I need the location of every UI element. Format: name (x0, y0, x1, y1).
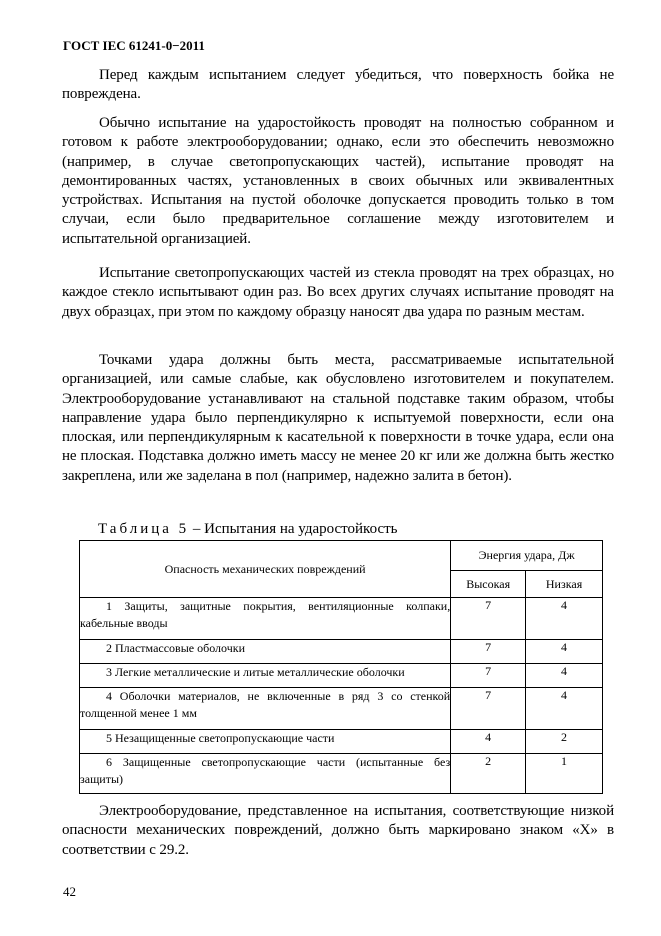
row-low: 4 (526, 688, 603, 730)
row-desc: 6 Защищенные светопропускающие части (испытанные без защиты) (80, 754, 451, 794)
table-caption (98, 521, 398, 538)
row-high: 7 (451, 688, 526, 730)
paragraph-text: Электрооборудование, представленное на испытания, соответствующие низкой опасности механических повреждений, должно быть маркировано знаком «X» в соответствии с 29.2. (62, 803, 614, 858)
row-high: 7 (451, 598, 526, 640)
table-row (80, 664, 603, 688)
table-caption-title: – Испытания на ударостойкость (189, 521, 398, 537)
row-high: 4 (451, 730, 526, 754)
paragraph-4 (62, 351, 614, 486)
table-row (80, 730, 603, 754)
table-caption-label: Таблица 5 (98, 521, 190, 537)
row-low: 4 (526, 598, 603, 640)
document-header: ГОСТ IEC 61241-0−2011 (63, 38, 205, 53)
row-desc: 2 Пластмассовые оболочки (80, 640, 451, 664)
paragraph-text: Точками удара должны быть места, рассматриваемые испытательной организацией, или самые слабые, как обусловлено изготовителем и покупателем. Электрооборудование устанавливают на стальной подставке таким образом, чтобы направление удара было перпендикулярно к испытуемой поверхности, если она плоская, или перпендикулярным к касательной к поверхности в точке удара, если она не плоская. Подставка должно иметь массу не менее 20 кг или же должна быть жестко закреплена, или же заделана в пол (например, надежно залита в бетон). (62, 352, 614, 484)
row-low: 1 (526, 754, 603, 794)
row-desc: 1 Защиты, защитные покрытия, вентиляционные колпаки, кабельные вводы (80, 598, 451, 640)
paragraph-text: Перед каждым испытанием следует убедиться, что поверхность бойка не повреждена. (62, 67, 614, 103)
table-row (80, 754, 603, 794)
page-number: 42 (63, 884, 76, 899)
row-low: 4 (526, 664, 603, 688)
row-high: 7 (451, 664, 526, 688)
paragraph-1 (62, 66, 614, 105)
row-desc: 4 Оболочки материалов, не включенные в ряд 3 со стенкой толщенной менее 1 мм (80, 688, 451, 730)
paragraph-text: Испытание светопропускающих частей из стекла проводят на трех образцах, но каждое стекло испытывают один раз. Во всех других случаях испытание проводят на двух образцах, при этом по каждому образцу наносят два удара по разным местам. (62, 265, 614, 320)
row-high: 7 (451, 640, 526, 664)
header-energy: Энергия удара, Дж (451, 541, 603, 571)
paragraph-5 (62, 802, 614, 860)
row-desc: 3 Легкие металлические и литые металлические оболочки (80, 664, 451, 688)
row-desc: 5 Незащищенные светопропускающие части (80, 730, 451, 754)
paragraph-text: Обычно испытание на ударостойкость проводят на полностью собранном и готовом к работе электрооборудовании; однако, если это обеспечить невозможно (например, в случае светопропускающих частей), испытание проводят на демонтированных частях, установленных в своих обычных или эквивалентных устройствах. Испытания на пустой оболочке допускается проводить только в том случаи, если было предварительное соглашение между изготовителем и испытательной организацией. (62, 115, 614, 247)
header-low: Низкая (526, 571, 603, 598)
row-high: 2 (451, 754, 526, 794)
impact-test-table (79, 540, 603, 794)
row-low: 2 (526, 730, 603, 754)
header-high: Высокая (451, 571, 526, 598)
table-row (80, 688, 603, 730)
paragraph-2 (62, 114, 614, 249)
row-low: 4 (526, 640, 603, 664)
header-hazard: Опасность механических повреждений (80, 541, 451, 598)
table-row (80, 640, 603, 664)
table-row (80, 598, 603, 640)
paragraph-3 (62, 264, 614, 322)
